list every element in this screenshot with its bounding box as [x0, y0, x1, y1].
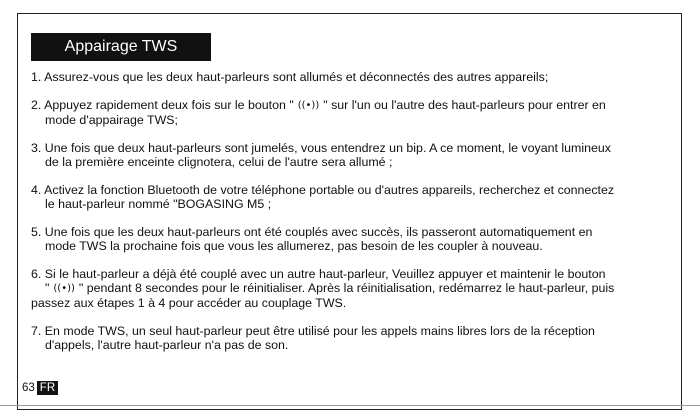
step-text: mode d'appairage TWS;: [45, 113, 178, 127]
step-number: 7.: [31, 324, 42, 338]
step-text: " pendant 8 secondes pour le réinitialiser. Après la réinitialisation, redémarrez le haut-parleur, puis: [78, 281, 615, 295]
instruction-step-6: [31, 267, 671, 310]
instruction-step-3: [31, 141, 671, 169]
step-text: En mode TWS, un seul haut-parleur peut être utilisé pour les appels mains libres lors de la réception: [44, 324, 595, 338]
step-text: Appuyez rapidement deux fois sur le bouton ": [44, 98, 294, 112]
section-title-box: [31, 33, 211, 61]
page-number: 63: [22, 382, 35, 394]
step-text: passez aux étapes 1 à 4 pour accéder au couplage TWS.: [31, 296, 347, 310]
step-text: Activez la fonction Bluetooth de votre téléphone portable ou d'autres appareils, recherchez et connectez: [44, 183, 615, 197]
step-number: 2.: [31, 98, 42, 112]
wireless-button-icon: ((•)): [53, 283, 75, 294]
step-number: 4.: [31, 183, 42, 197]
language-badge: FR: [37, 381, 58, 395]
step-text: de la première enceinte clignotera, celui de l'autre sera allumé ;: [45, 155, 393, 169]
step-text: le haut-parleur nommé "BOGASING M5 ;: [45, 197, 272, 211]
instruction-step-7: [31, 324, 671, 352]
step-text: Une fois que les deux haut-parleurs ont été couplés avec succès, ils passeront automatiquement en: [44, 225, 593, 239]
step-number: 6.: [31, 267, 42, 281]
step-text: Si le haut-parleur a déjà été couplé avec un autre haut-parleur, Veuillez appuyer et maintenir le bouton: [44, 267, 606, 281]
bottom-divider: [0, 405, 700, 406]
step-text: d'appels, l'autre haut-parleur n'a pas de son.: [45, 338, 289, 352]
step-number: 5.: [31, 225, 42, 239]
step-text: ": [45, 281, 50, 295]
instruction-step-1: [31, 70, 671, 84]
instruction-step-2: [31, 98, 671, 127]
instruction-step-4: [31, 183, 671, 211]
page-footer: [22, 381, 58, 395]
step-text: Assurez-vous que les deux haut-parleurs sont allumés et déconnectés des autres appareils;: [44, 70, 549, 84]
step-number: 1.: [31, 70, 42, 84]
instruction-step-5: [31, 225, 671, 253]
instruction-list: [31, 70, 671, 352]
step-number: 3.: [31, 141, 42, 155]
step-text: mode TWS la prochaine fois que vous les allumerez, pas besoin de les coupler à nouveau.: [45, 239, 543, 253]
step-text: " sur l'un ou l'autre des haut-parleurs pour entrer en: [323, 98, 606, 112]
section-title: Appairage TWS: [64, 38, 178, 55]
wireless-button-icon: ((•)): [297, 100, 320, 111]
step-text: Une fois que deux haut-parleurs sont jumelés, vous entendrez un bip. A ce moment, le voyant lumineux: [44, 141, 611, 155]
